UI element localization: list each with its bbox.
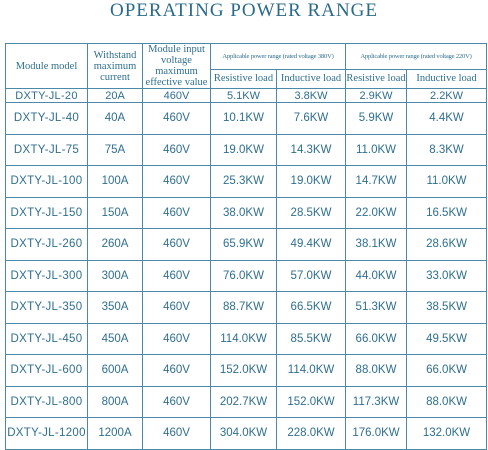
cell-resistive-220v: 5.9KW <box>346 103 407 135</box>
cell-voltage: 460V <box>143 292 211 324</box>
cell-voltage: 460V <box>143 418 211 450</box>
cell-inductive-220v: 66.0KW <box>407 355 487 387</box>
page-title: OPERATING POWER RANGE <box>110 0 378 21</box>
cell-resistive-380v: 76.0KW <box>211 260 277 292</box>
power-range-table <box>5 43 487 450</box>
cell-inductive-220v: 132.0KW <box>407 418 487 450</box>
cell-resistive-220v: 66.0KW <box>346 323 407 355</box>
cell-resistive-380v: 202.7KW <box>211 386 277 418</box>
cell-inductive-220v: 11.0KW <box>407 166 487 198</box>
cell-resistive-380v: 5.1KW <box>211 89 277 103</box>
cell-model: DXTY-JL-150 <box>6 197 88 229</box>
header-current: Withstand maximum current <box>88 44 143 89</box>
cell-resistive-380v: 10.1KW <box>211 103 277 135</box>
cell-inductive-220v: 38.5KW <box>407 292 487 324</box>
cell-voltage: 460V <box>143 229 211 261</box>
cell-resistive-380v: 152.0KW <box>211 355 277 387</box>
cell-current: 40A <box>88 103 143 135</box>
cell-inductive-220v: 49.5KW <box>407 323 487 355</box>
cell-current: 600A <box>88 355 143 387</box>
cell-model: DXTY-JL-75 <box>6 134 88 166</box>
cell-inductive-380v: 7.6KW <box>277 103 346 135</box>
cell-resistive-380v: 304.0KW <box>211 418 277 450</box>
cell-voltage: 460V <box>143 323 211 355</box>
table-row <box>6 292 487 324</box>
header-resistive-380v: Resistive load <box>211 69 277 88</box>
table-row <box>6 355 487 387</box>
table-row <box>6 197 487 229</box>
cell-current: 1200A <box>88 418 143 450</box>
cell-voltage: 460V <box>143 134 211 166</box>
cell-resistive-380v: 25.3KW <box>211 166 277 198</box>
cell-resistive-220v: 22.0KW <box>346 197 407 229</box>
table-row <box>6 260 487 292</box>
cell-current: 150A <box>88 197 143 229</box>
header-group-220v: Applicable power range (rated voltage 220V) <box>346 44 487 70</box>
cell-current: 20A <box>88 89 143 103</box>
cell-resistive-380v: 19.0KW <box>211 134 277 166</box>
cell-inductive-380v: 3.8KW <box>277 89 346 103</box>
table-row <box>6 134 487 166</box>
cell-model: DXTY-JL-300 <box>6 260 88 292</box>
cell-current: 100A <box>88 166 143 198</box>
table-row <box>6 166 487 198</box>
cell-voltage: 460V <box>143 197 211 229</box>
table-row <box>6 386 487 418</box>
cell-voltage: 460V <box>143 260 211 292</box>
cell-resistive-220v: 117.3KW <box>346 386 407 418</box>
header-group-380v: Applicable power range (rated voltage 380V) <box>211 44 346 70</box>
cell-inductive-220v: 33.0KW <box>407 260 487 292</box>
cell-model: DXTY-JL-260 <box>6 229 88 261</box>
cell-inductive-380v: 19.0KW <box>277 166 346 198</box>
cell-resistive-380v: 38.0KW <box>211 197 277 229</box>
cell-inductive-220v: 4.4KW <box>407 103 487 135</box>
cell-inductive-220v: 28.6KW <box>407 229 487 261</box>
cell-inductive-380v: 57.0KW <box>277 260 346 292</box>
cell-resistive-380v: 65.9KW <box>211 229 277 261</box>
cell-inductive-380v: 114.0KW <box>277 355 346 387</box>
cell-inductive-380v: 28.5KW <box>277 197 346 229</box>
cell-voltage: 460V <box>143 89 211 103</box>
cell-current: 300A <box>88 260 143 292</box>
header-inductive-220v: Inductive load <box>407 69 487 88</box>
table-row <box>6 103 487 135</box>
header-voltage: Module input voltage maximum effective value <box>143 44 211 89</box>
cell-inductive-220v: 8.3KW <box>407 134 487 166</box>
cell-inductive-380v: 66.5KW <box>277 292 346 324</box>
cell-model: DXTY-JL-20 <box>6 89 88 103</box>
header-resistive-220v: Resistive load <box>346 69 407 88</box>
cell-model: DXTY-JL-450 <box>6 323 88 355</box>
cell-resistive-220v: 38.1KW <box>346 229 407 261</box>
cell-inductive-380v: 49.4KW <box>277 229 346 261</box>
cell-inductive-220v: 88.0KW <box>407 386 487 418</box>
cell-model: DXTY-JL-600 <box>6 355 88 387</box>
cell-model: DXTY-JL-800 <box>6 386 88 418</box>
cell-resistive-220v: 2.9KW <box>346 89 407 103</box>
table-row <box>6 418 487 450</box>
cell-resistive-380v: 88.7KW <box>211 292 277 324</box>
cell-voltage: 460V <box>143 166 211 198</box>
cell-resistive-220v: 88.0KW <box>346 355 407 387</box>
cell-current: 800A <box>88 386 143 418</box>
cell-voltage: 460V <box>143 355 211 387</box>
cell-current: 75A <box>88 134 143 166</box>
table-row <box>6 229 487 261</box>
cell-resistive-220v: 14.7KW <box>346 166 407 198</box>
cell-resistive-220v: 44.0KW <box>346 260 407 292</box>
cell-inductive-380v: 228.0KW <box>277 418 346 450</box>
cell-inductive-380v: 152.0KW <box>277 386 346 418</box>
cell-resistive-220v: 176.0KW <box>346 418 407 450</box>
cell-resistive-220v: 51.3KW <box>346 292 407 324</box>
cell-model: DXTY-JL-350 <box>6 292 88 324</box>
cell-resistive-380v: 114.0KW <box>211 323 277 355</box>
cell-model: DXTY-JL-40 <box>6 103 88 135</box>
cell-inductive-380v: 14.3KW <box>277 134 346 166</box>
cell-inductive-220v: 16.5KW <box>407 197 487 229</box>
cell-model: DXTY-JL-100 <box>6 166 88 198</box>
header-inductive-380v: Inductive load <box>277 69 346 88</box>
cell-model: DXTY-JL-1200 <box>6 418 88 450</box>
cell-current: 450A <box>88 323 143 355</box>
table-row <box>6 323 487 355</box>
cell-voltage: 460V <box>143 103 211 135</box>
cell-inductive-220v: 2.2KW <box>407 89 487 103</box>
cell-current: 350A <box>88 292 143 324</box>
table-row <box>6 89 487 103</box>
header-model: Module model <box>6 44 88 89</box>
cell-current: 260A <box>88 229 143 261</box>
cell-inductive-380v: 85.5KW <box>277 323 346 355</box>
cell-voltage: 460V <box>143 386 211 418</box>
cell-resistive-220v: 11.0KW <box>346 134 407 166</box>
